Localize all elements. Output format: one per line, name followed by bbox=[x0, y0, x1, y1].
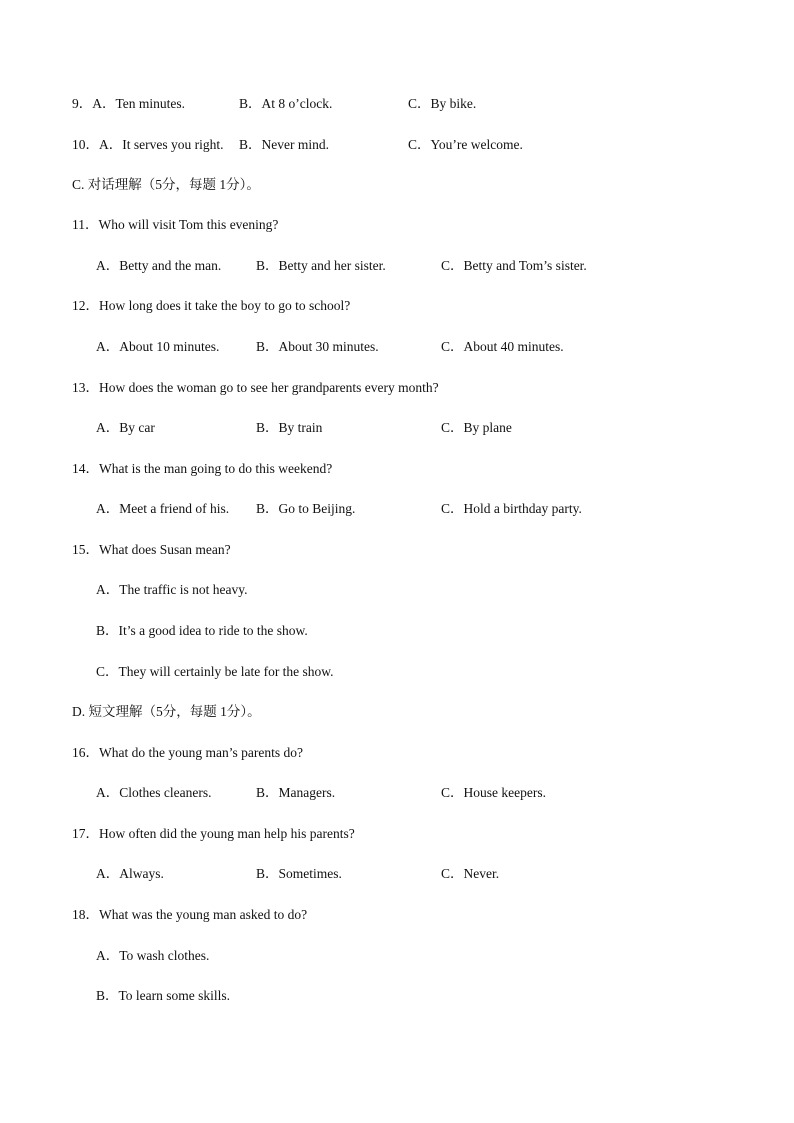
q11-option-a: A．Betty and the man. bbox=[96, 258, 222, 273]
q14-option-a: A．Meet a friend of his. bbox=[96, 501, 230, 516]
q9-option-c: C．By bike. bbox=[408, 96, 477, 111]
q17-option-b: B．Sometimes. bbox=[256, 866, 342, 881]
q10-option-c: C．You’re welcome. bbox=[408, 137, 523, 152]
q14-stem: 14．What is the man going to do this weekend? bbox=[72, 461, 333, 476]
q17-stem: 17．How often did the young man help his parents? bbox=[72, 826, 355, 841]
q12-option-a: A．About 10 minutes. bbox=[96, 339, 220, 354]
q11-stem: 11．Who will visit Tom this evening? bbox=[72, 217, 279, 232]
q13-stem: 13．How does the woman go to see her grandparents every month? bbox=[72, 380, 439, 395]
q16-stem: 16．What do the young man’s parents do? bbox=[72, 745, 303, 760]
q12-stem: 12．How long does it take the boy to go to school? bbox=[72, 298, 351, 313]
q9-option-a: 9．A．Ten minutes. bbox=[72, 96, 186, 111]
q16-option-a: A．Clothes cleaners. bbox=[96, 785, 212, 800]
q15-option-c: C．They will certainly be late for the show. bbox=[96, 664, 334, 679]
q12-option-c: C．About 40 minutes. bbox=[441, 339, 564, 354]
q13-option-c: C．By plane bbox=[441, 420, 512, 435]
q15-option-b: B．It’s a good idea to ride to the show. bbox=[96, 623, 308, 638]
q13-option-a: A．By car bbox=[96, 420, 155, 435]
q18-option-a: A．To wash clothes. bbox=[96, 948, 210, 963]
section-c-heading: C. 对话理解（5分，每题 1分）。 bbox=[72, 177, 260, 192]
section-d-heading: D. 短文理解（5分，每题 1分）。 bbox=[72, 704, 261, 719]
q12-option-b: B．About 30 minutes. bbox=[256, 339, 379, 354]
q15-option-a: A．The traffic is not heavy. bbox=[96, 582, 248, 597]
q18-option-b: B．To learn some skills. bbox=[96, 988, 231, 1003]
q10-option-a: 10．A．It serves you right. bbox=[72, 137, 224, 152]
q11-option-b: B．Betty and her sister. bbox=[256, 258, 386, 273]
q17-option-c: C．Never. bbox=[441, 866, 500, 881]
q10-option-b: B．Never mind. bbox=[239, 137, 329, 152]
q13-option-b: B．By train bbox=[256, 420, 323, 435]
q16-option-b: B．Managers. bbox=[256, 785, 336, 800]
q14-option-b: B．Go to Beijing. bbox=[256, 501, 356, 516]
q15-stem: 15．What does Susan mean? bbox=[72, 542, 231, 557]
q14-option-c: C．Hold a birthday party. bbox=[441, 501, 582, 516]
q16-option-c: C．House keepers. bbox=[441, 785, 546, 800]
q17-option-a: A．Always. bbox=[96, 866, 164, 881]
q18-stem: 18．What was the young man asked to do? bbox=[72, 907, 308, 922]
q9-option-b: B．At 8 o’clock. bbox=[239, 96, 333, 111]
q11-option-c: C．Betty and Tom’s sister. bbox=[441, 258, 587, 273]
